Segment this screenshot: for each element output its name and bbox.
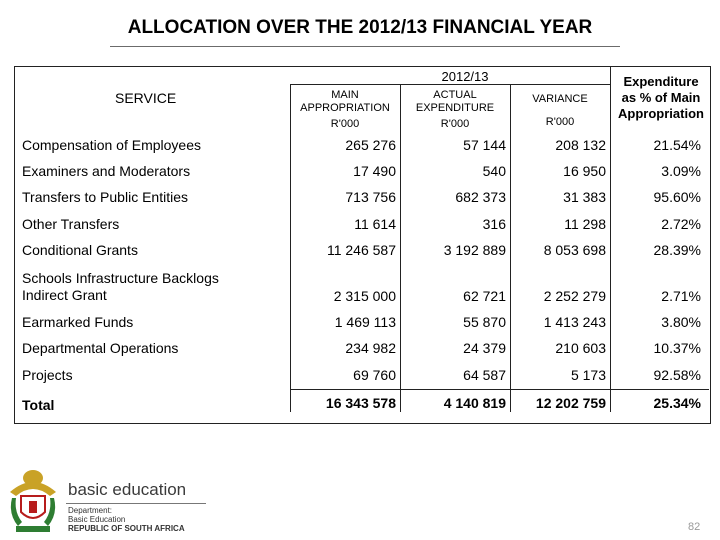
percent-value: 2.71%	[661, 288, 701, 304]
exp-header-line: Appropriation	[618, 106, 704, 121]
actual-value: 57 144	[463, 137, 506, 153]
service-label	[22, 270, 219, 304]
actual-header-unit: R'000	[440, 118, 470, 130]
variance-value: 8 053 698	[543, 242, 606, 258]
year-header: 2012/13	[441, 69, 489, 84]
total-variance-value: 12 202 759	[535, 395, 606, 411]
total-percent-value: 25.34%	[653, 395, 701, 411]
column-divider	[400, 84, 401, 412]
service-label-line: Indirect Grant	[22, 287, 107, 303]
percent-value: 95.60%	[653, 189, 701, 205]
brand-name: basic education	[68, 480, 187, 499]
actual-value: 540	[482, 163, 506, 179]
service-label: Examiners and Moderators	[22, 163, 191, 179]
main-header-line: APPROPRIATION	[300, 102, 390, 114]
main-value: 2 315 000	[333, 288, 396, 304]
logo-shield-figure	[29, 501, 37, 513]
actual-header-line: EXPENDITURE	[415, 102, 495, 114]
actual-value: 24 379	[463, 340, 506, 356]
brand-divider	[66, 503, 206, 504]
variance-value: 210 603	[555, 340, 606, 356]
percent-value: 3.09%	[661, 163, 701, 179]
total-actual-value: 4 140 819	[443, 395, 506, 411]
percent-value: 21.54%	[653, 137, 701, 153]
slide-number: 82	[688, 521, 701, 533]
main-appropriation-header	[292, 89, 398, 131]
service-label: Conditional Grants	[22, 242, 138, 258]
exp-header-line: as % of Main	[621, 90, 701, 105]
department-block	[68, 506, 185, 533]
variance-value: 11 298	[564, 216, 606, 232]
actual-value: 3 192 889	[443, 242, 506, 258]
variance-header-unit: R'000	[545, 116, 575, 128]
country-name: REPUBLIC OF SOUTH AFRICA	[68, 524, 185, 533]
column-divider	[610, 66, 611, 412]
service-label: Projects	[22, 367, 73, 383]
exp-header-line: Expenditure	[623, 74, 699, 89]
variance-value: 208 132	[555, 137, 606, 153]
column-divider	[290, 84, 291, 412]
percent-value: 3.80%	[661, 314, 701, 330]
total-main-value: 16 343 578	[325, 395, 396, 411]
main-value: 234 982	[345, 340, 396, 356]
main-value: 265 276	[345, 137, 396, 153]
main-value: 17 490	[353, 163, 396, 179]
service-label: Other Transfers	[22, 216, 120, 232]
department-label: Department:	[68, 506, 113, 515]
variance-value: 16 950	[563, 163, 606, 179]
total-separator	[290, 389, 709, 390]
variance-value: 1 413 243	[543, 314, 606, 330]
percent-value: 92.58%	[653, 367, 701, 383]
expenditure-percent-header	[613, 74, 709, 122]
main-value: 1 469 113	[334, 314, 396, 330]
main-value: 713 756	[345, 189, 396, 205]
service-label-line: Schools Infrastructure Backlogs	[22, 270, 219, 286]
actual-value: 64 587	[463, 367, 506, 383]
main-header-line: MAIN	[331, 89, 359, 101]
actual-header-line: ACTUAL	[433, 89, 477, 101]
main-header-unit: R'000	[330, 118, 360, 130]
main-value: 69 760	[353, 367, 396, 383]
main-value: 11 614	[354, 216, 396, 232]
year-header-rule	[290, 84, 610, 85]
actual-expenditure-header	[402, 89, 508, 131]
actual-value: 316	[482, 216, 506, 232]
percent-value: 10.37%	[653, 340, 701, 356]
logo-ribbon	[16, 526, 50, 532]
variance-header-line: VARIANCE	[532, 93, 588, 105]
actual-value: 55 870	[463, 314, 506, 330]
logo-wings	[10, 482, 56, 496]
service-label: Transfers to Public Entities	[22, 189, 188, 205]
total-label: Total	[22, 397, 55, 413]
variance-header	[512, 93, 608, 129]
actual-value: 682 373	[455, 189, 506, 205]
column-divider	[510, 84, 511, 412]
main-value: 11 246 587	[326, 242, 396, 258]
title-underline	[110, 46, 620, 47]
percent-value: 2.72%	[661, 216, 701, 232]
variance-value: 5 173	[570, 367, 606, 383]
service-label: Earmarked Funds	[22, 314, 134, 330]
variance-value: 2 252 279	[543, 288, 606, 304]
page-title: ALLOCATION OVER THE 2012/13 FINANCIAL YEAR	[127, 17, 593, 38]
coat-of-arms-logo	[4, 466, 62, 538]
service-label: Compensation of Employees	[22, 137, 201, 153]
actual-value: 62 721	[463, 288, 506, 304]
service-label: Departmental Operations	[22, 340, 179, 356]
variance-value: 31 383	[563, 189, 606, 205]
percent-value: 28.39%	[653, 242, 701, 258]
service-column-header: SERVICE	[115, 90, 177, 106]
department-name: Basic Education	[68, 515, 126, 524]
